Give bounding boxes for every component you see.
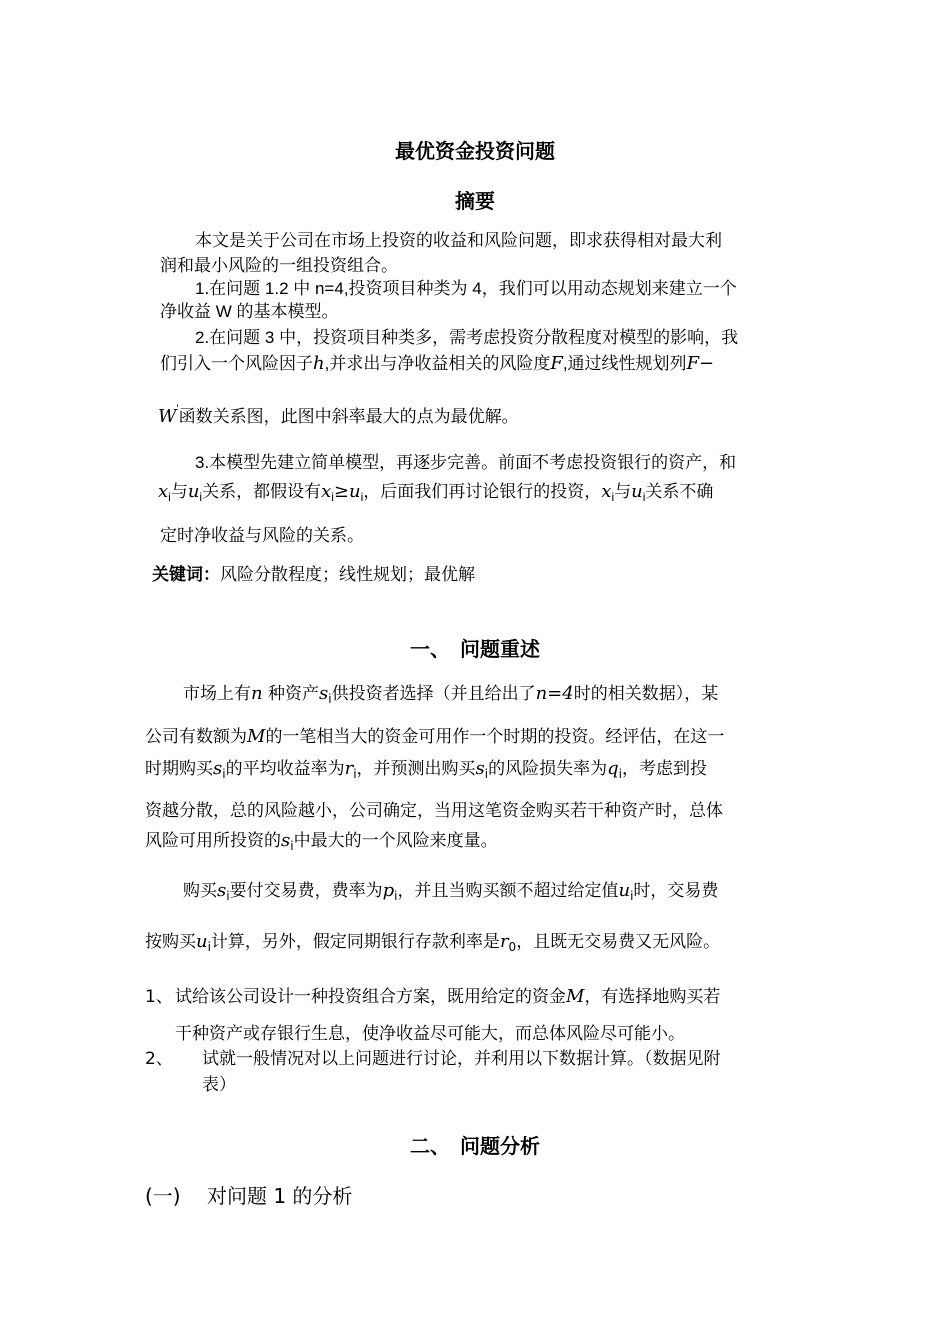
math-F: F	[550, 353, 563, 374]
abstract-p2-line1: 1.在问题 1.2 中 n=4,投资项目种类为 4，我们可以用动态规划来建立一个	[195, 279, 737, 298]
s1-line4: 资越分散，总的风险越小，公司确定，当用这笔资金购买若干种资产时，总体	[145, 801, 723, 821]
abstract-p3-line3: W'函数关系图，此图中斜率最大的点为最优解。	[158, 403, 519, 427]
section1-heading: 一、 问题重述	[410, 637, 540, 661]
abstract-p1-line1: 本文是关于公司在市场上投资的收益和风险问题，即求获得相对最大利	[195, 231, 722, 251]
s1-line1: 市场上有n 种资产$s_i$供投资者选择（并且给出了n=4时的相关数据），某	[183, 683, 719, 706]
abstract-p4-line3: 定时净收益与风险的关系。	[160, 526, 364, 546]
math-W-prime: W	[158, 406, 177, 427]
s1-line2: 公司有数额为M的一笔相当大的资金可用作一个时期的投资。经评估，在这一	[145, 726, 725, 747]
keywords-text: 风险分散程度；线性规划；最优解	[220, 565, 475, 585]
abstract-p2-line2: 净收益 W 的基本模型。	[160, 302, 339, 321]
abstract-heading: 摘要	[455, 189, 495, 213]
question2-line1: 试就一般情况对以上问题进行讨论，并利用以下数据计算。（数据见附	[202, 1049, 721, 1069]
question2-number: 2、	[145, 1049, 173, 1069]
question2-line2: 表）	[202, 1075, 236, 1095]
section2-heading: 二、 问题分析	[410, 1134, 540, 1158]
keywords-label: 关键词：	[152, 565, 220, 585]
abstract-p1-line2: 润和最小风险的一组投资组合。	[160, 256, 398, 276]
abstract-p4-line1: 3.本模型先建立简单模型，再逐步完善。前面不考虑投资银行的资产，和	[195, 453, 737, 472]
math-h: h	[313, 353, 325, 374]
abstract-p3-line2: 们引入一个风险因子h,并求出与净收益相关的风险度F,通过线性规划列F−	[160, 353, 715, 374]
section2-subheading: (一) 对问题 1 的分析	[145, 1184, 353, 1208]
document-title: 最优资金投资问题	[395, 139, 555, 163]
abstract-p4-line2: $x_i$与$u_i$关系，都假设有$x_i\ge u_i$，后面我们再讨论银行的投资，$x_i$与$u_i$关系不确	[158, 481, 714, 504]
abstract-p3-line1: 2.在问题 3 中，投资项目种类多，需考虑投资分散程度对模型的影响，我	[195, 328, 739, 347]
s1-line6: 购买$s_i$要付交易费，费率为$p_i$，并且当购买额不超过给定值$u_i$时，交易费	[183, 880, 719, 903]
math-F-minus: F−	[686, 353, 715, 374]
question1-number: 1、	[145, 987, 173, 1007]
question1-line2: 干种资产或存银行生息，使净收益尽可能大，而总体风险尽可能小。	[175, 1024, 685, 1044]
s1-line5: 风险可用所投资的$s_i$中最大的一个风险来度量。	[145, 830, 498, 853]
keywords-line	[152, 563, 475, 587]
s1-line7: 按购买$u_i$计算，另外，假定同期银行存款利率是$r_0$，且既无交易费又无风险。	[145, 931, 721, 954]
question1-line1: 试给该公司设计一种投资组合方案，既用给定的资金M，有选择地购买若	[175, 986, 721, 1007]
s1-line3: 时期购买$s_i$的平均收益率为$r_i$，并预测出购买$s_i$的风险损失率为$q_i$，考虑到投	[145, 758, 708, 781]
